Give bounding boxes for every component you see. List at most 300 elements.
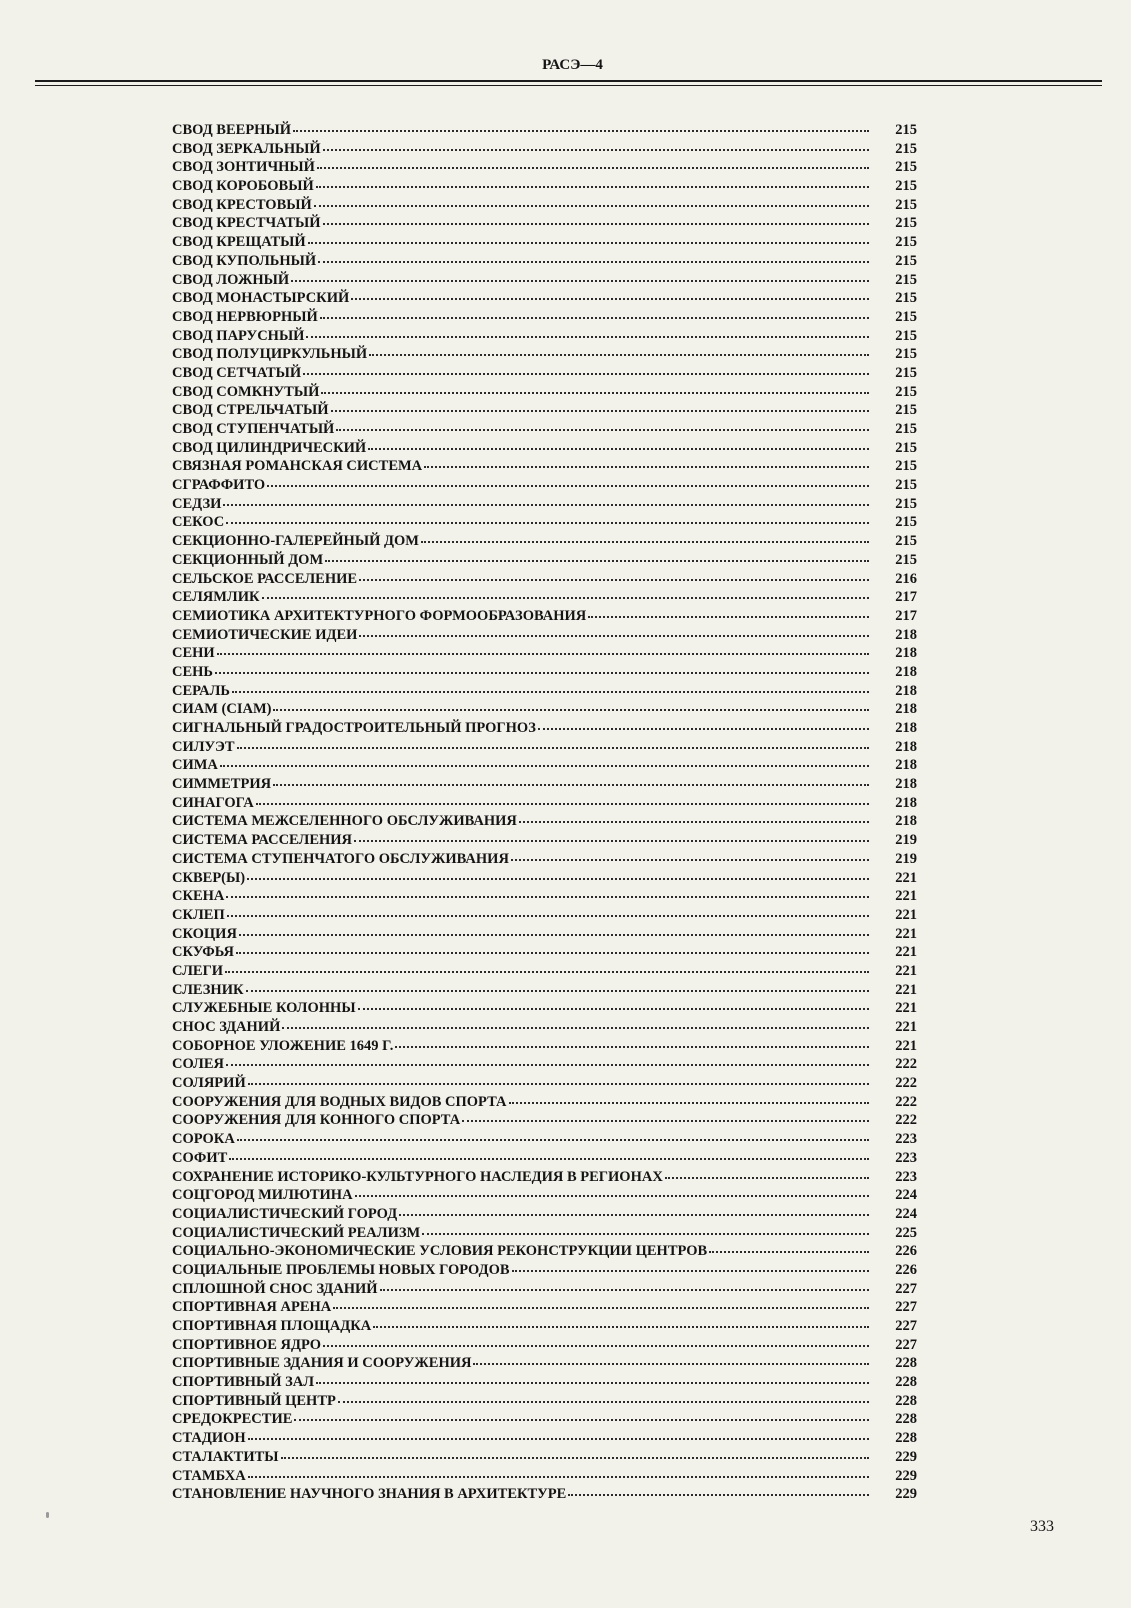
toc-page-number: 216 [895,570,917,587]
toc-page-number: 215 [895,308,917,325]
toc-term: СИСТЕМА РАССЕЛЕНИЯ [172,832,353,849]
toc-term: СИСТЕМА СТУПЕНЧАТОГО ОБСЛУЖИВАНИЯ [172,850,509,867]
toc-term: СВОД ЗОНТИЧНЫЙ [172,159,315,176]
toc-page-number: 221 [895,962,917,979]
toc-entry [172,1168,917,1187]
toc-term: СТАДИОН [172,1430,246,1447]
toc-term: СВЯЗНАЯ РОМАНСКАЯ СИСТЕМА [172,458,423,475]
dot-leader [665,1177,869,1179]
toc-page-number: 221 [895,944,917,961]
toc-term: СВОД ЗЕРКАЛЬНЫЙ [172,140,321,157]
dot-leader [306,336,869,338]
page-number: 333 [1030,1518,1054,1535]
toc-page-number: 218 [895,738,917,755]
toc-term: СПОРТИВНАЯ ПЛОЩАДКА [172,1318,372,1334]
toc-term: СОХРАНЕНИЕ ИСТОРИКО-КУЛЬТУРНОГО НАСЛЕДИЯ В РЕГИОНАХ [172,1168,663,1185]
toc-entry [172,1485,917,1504]
toc-term: СОБОРНОЕ УЛОЖЕНИЕ 1649 Г. [172,1037,394,1054]
toc-page-number: 222 [895,1093,917,1110]
toc-entry [172,738,917,757]
toc-entry [172,850,917,869]
toc-entry [172,1093,917,1112]
dot-leader [421,541,869,543]
toc-term: СЕКЦИОННО-ГАЛЕРЕЙНЫЙ ДОМ [172,533,419,550]
dot-leader [473,1363,869,1365]
toc-page-number: 224 [895,1187,917,1204]
toc-page-number: 215 [895,159,917,176]
toc-entry [172,1224,917,1243]
dot-leader [220,765,869,767]
toc-entry [172,476,917,495]
dot-leader [308,242,869,244]
dot-leader [336,429,869,431]
toc-term: СПОРТИВНЫЙ ЗАЛ [172,1374,315,1391]
toc-page-number: 215 [895,458,917,475]
toc-term: СВОД КРЕСТОВЫЙ [172,196,312,213]
toc-term: СПОРТИВНЫЙ ЦЕНТР [172,1392,336,1409]
toc-page-number: 218 [895,720,917,736]
toc-term: СТАМБХА [172,1467,246,1484]
toc-page-number: 218 [895,663,917,680]
toc-term: СИММЕТРИЯ [172,776,272,793]
toc-term: СПОРТИВНОЕ ЯДРО [172,1336,322,1353]
toc-page-number: 221 [895,869,917,886]
dot-leader [273,784,869,786]
dot-leader [359,579,869,581]
toc-page-number: 221 [895,1000,917,1017]
toc-term: СОЛЕЯ [172,1056,224,1073]
toc-entry [172,1037,917,1056]
toc-term: СИЛУЭТ [172,738,235,755]
toc-page-number: 221 [895,1019,917,1035]
toc-page-number: 218 [895,626,917,643]
toc-entry [172,196,917,215]
toc-page-number: 222 [895,1056,917,1073]
toc-term: СОФИТ [172,1149,228,1166]
dot-leader [333,1307,869,1309]
toc-term: СОЦГОРОД МИЛЮТИНА [172,1187,353,1204]
toc-entry [172,121,917,140]
toc-term: СВОД КОРОБОВЫЙ [172,178,314,195]
toc-entry [172,887,917,906]
toc-entry [172,1298,917,1317]
toc-page-number: 215 [895,477,917,494]
dot-leader [223,504,869,506]
toc-page-number: 226 [895,1243,917,1260]
toc-page-number: 215 [895,327,917,344]
toc-page-number: 215 [895,383,917,400]
dot-leader [380,1289,869,1291]
dot-leader [331,410,869,412]
toc-page-number: 215 [895,495,917,512]
toc-entry [172,682,917,701]
toc-term: СВОД ЛОЖНЫЙ [172,271,290,288]
toc-entry [172,981,917,1000]
toc-page-number: 215 [895,178,917,195]
dot-leader [226,896,869,898]
toc-page-number: 223 [895,1149,917,1166]
toc-entry [172,214,917,233]
dot-leader [338,1401,869,1403]
toc-term: СПОРТИВНЫЕ ЗДАНИЯ И СООРУЖЕНИЯ [172,1355,472,1372]
dot-leader [293,130,869,132]
toc-entry [172,1373,917,1392]
toc-entry [172,1448,917,1467]
toc-page-number: 228 [895,1411,917,1428]
toc-term: СКЛЕП [172,906,225,923]
toc-entry [172,1111,917,1130]
toc-term: СВОД КРЕСТЧАТЫЙ [172,215,321,232]
toc-entry [172,532,917,551]
toc-entry [172,570,917,589]
toc-page-number: 218 [895,794,917,811]
toc-term: СПОРТИВНАЯ АРЕНА [172,1299,332,1316]
toc-term: СЕКЦИОННЫЙ ДОМ [172,551,324,568]
toc-entry [172,1055,917,1074]
toc-term: СИМА [172,757,218,774]
toc-term: СЕРАЛЬ [172,682,231,699]
dot-leader [369,354,869,356]
toc-entry [172,925,917,944]
toc-term: СЕЛЬСКОЕ РАССЕЛЕНИЕ [172,570,358,587]
toc-term: СВОД КУПОЛЬНЫЙ [172,252,317,269]
toc-entry [172,1336,917,1355]
dot-leader [226,522,869,524]
dot-leader [325,560,869,562]
toc-page-number: 215 [895,551,917,568]
dot-leader [226,1064,869,1066]
dot-leader [237,747,869,749]
dot-leader [282,1027,869,1029]
toc-entry [172,158,917,177]
toc-page-number: 229 [895,1486,917,1503]
toc-page-number: 215 [895,533,917,550]
dot-leader [225,971,869,973]
toc-page-number: 227 [895,1280,917,1297]
toc-entry [172,233,917,252]
toc-page-number: 224 [895,1205,917,1222]
toc-term: СЛЕЗНИК [172,981,244,998]
toc-term: СВОД ВЕЕРНЫЙ [172,122,291,138]
dot-leader [256,803,869,805]
dot-leader [227,915,869,917]
toc-page-number: 227 [895,1318,917,1334]
toc-entry [172,271,917,290]
toc-page-number: 228 [895,1374,917,1391]
dot-leader [354,840,869,842]
toc-page-number: 222 [895,1112,917,1129]
dot-leader [568,1494,869,1496]
dot-leader [709,1251,869,1253]
header-rule-thick [35,80,1102,82]
toc-page-number: 215 [895,252,917,269]
toc-term: СООРУЖЕНИЯ ДЛЯ КОННОГО СПОРТА [172,1112,461,1129]
toc-page-number: 215 [895,234,917,251]
toc-entry [172,794,917,813]
toc-entry [172,1354,917,1373]
toc-page-number: 221 [895,925,917,942]
dot-leader [247,878,869,880]
toc-term: СКВЕР(Ы) [172,869,246,886]
toc-entry [172,1130,917,1149]
toc-term: СТАЛАКТИТЫ [172,1448,279,1465]
toc-term: СИНАГОГА [172,794,254,811]
dot-leader [355,1195,869,1197]
toc-entry [172,140,917,159]
toc-term: СКЕНА [172,888,225,905]
toc-term: СРЕДОКРЕСТИЕ [172,1411,293,1428]
toc-entry [172,289,917,308]
dot-leader [248,1476,869,1478]
toc-term: СЛЕГИ [172,962,224,979]
dot-leader [321,392,869,394]
toc-term: СОЦИАЛИСТИЧЕСКИЙ ГОРОД [172,1205,398,1222]
toc-page-number: 229 [895,1448,917,1465]
toc-page-number: 217 [895,589,917,606]
dot-leader [512,1270,869,1272]
dot-leader [538,728,869,730]
dot-leader [239,934,869,936]
table-of-contents [172,121,917,1504]
toc-entry [172,364,917,383]
toc-entry [172,626,917,645]
toc-entry [172,607,917,626]
dot-leader [422,1233,869,1235]
toc-term: СПЛОШНОЙ СНОС ЗДАНИЙ [172,1280,378,1297]
toc-page-number: 221 [895,981,917,998]
toc-entry [172,551,917,570]
dot-leader [462,1120,869,1122]
toc-term: СОЦИАЛЬНЫЕ ПРОБЛЕМЫ НОВЫХ ГОРОДОВ [172,1261,510,1278]
toc-page-number: 223 [895,1168,917,1185]
toc-entry [172,513,917,532]
dot-leader [351,298,869,300]
toc-term: СЛУЖЕБНЫЕ КОЛОННЫ [172,1000,356,1017]
toc-term: СЕДЗИ [172,495,222,512]
toc-entry [172,719,917,738]
toc-entry [172,495,917,514]
toc-page-number: 223 [895,1131,917,1148]
dot-leader [323,149,869,151]
toc-entry [172,401,917,420]
dot-leader [294,1419,869,1421]
toc-page-number: 217 [895,607,917,624]
running-header: РАСЭ—4 [542,57,603,73]
toc-entry [172,663,917,682]
toc-entry [172,1429,917,1448]
toc-term: СИАМ (CIAM) [172,701,272,718]
dot-leader [273,709,869,711]
dot-leader [236,952,869,954]
dot-leader [317,167,869,169]
toc-entry [172,383,917,402]
toc-page-number: 218 [895,645,917,662]
toc-term: СООРУЖЕНИЯ ДЛЯ ВОДНЫХ ВИДОВ СПОРТА [172,1093,507,1110]
toc-term: СИСТЕМА МЕЖСЕЛЕННОГО ОБСЛУЖИВАНИЯ [172,813,517,830]
dot-leader [511,859,869,861]
toc-entry [172,962,917,981]
toc-page-number: 221 [895,888,917,905]
toc-term: СЕКОС [172,514,225,531]
dot-leader [509,1102,869,1104]
toc-term: СГРАФФИТО [172,477,266,494]
toc-term: СВОД НЕРВЮРНЫЙ [172,308,318,325]
toc-page-number: 226 [895,1261,917,1278]
toc-term: СКОЦИЯ [172,925,237,942]
toc-page-number: 218 [895,701,917,718]
toc-entry [172,327,917,346]
dot-leader [314,205,869,207]
dot-leader [281,1457,869,1459]
dot-leader [267,485,869,487]
toc-term: СВОД ЦИЛИНДРИЧЕСКИЙ [172,439,367,456]
toc-term: СВОД МОНАСТЫРСКИЙ [172,290,350,307]
toc-entry [172,1261,917,1280]
dot-leader [395,1046,869,1048]
toc-term: СОЛЯРИЙ [172,1075,246,1092]
dot-leader [316,1382,869,1384]
toc-term: СЕМИОТИЧЕСКИЕ ИДЕИ [172,626,358,643]
toc-page-number: 215 [895,346,917,363]
toc-entry [172,588,917,607]
toc-term: СТАНОВЛЕНИЕ НАУЧНОГО ЗНАНИЯ В АРХИТЕКТУРЕ [172,1486,567,1503]
toc-page-number: 227 [895,1299,917,1316]
toc-entry [172,999,917,1018]
toc-page-number: 228 [895,1392,917,1409]
toc-term: СЕНЬ [172,663,214,680]
toc-page-number: 228 [895,1430,917,1447]
toc-term: СОЦИАЛИСТИЧЕСКИЙ РЕАЛИЗМ [172,1224,421,1241]
dot-leader [229,1158,869,1160]
toc-page-number: 215 [895,140,917,157]
toc-page-number: 215 [895,364,917,381]
toc-page-number: 219 [895,832,917,849]
toc-page-number: 215 [895,196,917,213]
toc-page-number: 222 [895,1075,917,1092]
toc-entry [172,906,917,925]
dot-leader [323,223,869,225]
toc-page-number: 215 [895,290,917,307]
toc-term: СИГНАЛЬНЫЙ ГРАДОСТРОИТЕЛЬНЫЙ ПРОГНОЗ [172,720,536,736]
toc-entry [172,831,917,850]
toc-page-number: 218 [895,813,917,830]
toc-entry [172,420,917,439]
toc-entry [172,700,917,719]
toc-page-number: 215 [895,421,917,437]
dot-leader [368,448,869,450]
toc-entry [172,869,917,888]
toc-page-number: 215 [895,514,917,531]
dot-leader [323,1345,869,1347]
toc-page-number: 229 [895,1467,917,1484]
toc-entry [172,775,917,794]
toc-entry [172,177,917,196]
dot-leader [316,186,869,188]
toc-term: СВОД КРЕЩАТЫЙ [172,234,306,251]
dot-leader [588,616,869,618]
toc-entry [172,308,917,327]
dot-leader [320,317,869,319]
toc-entry [172,1242,917,1261]
dot-leader [318,261,869,263]
toc-entry [172,1467,917,1486]
toc-term: СЕНИ [172,645,215,662]
toc-page-number: 219 [895,850,917,867]
dot-leader [248,1438,869,1440]
toc-entry [172,439,917,458]
toc-term: СОРОКА [172,1131,235,1148]
toc-term: СНОС ЗДАНИЙ [172,1019,281,1035]
toc-entry [172,812,917,831]
toc-entry [172,1280,917,1299]
toc-entry [172,1317,917,1336]
toc-entry [172,1186,917,1205]
toc-term: СВОД СТРЕЛЬЧАТЫЙ [172,402,329,419]
toc-page-number: 215 [895,122,917,138]
dot-leader [232,691,869,693]
dot-leader [246,990,870,992]
toc-page-number: 215 [895,215,917,232]
dot-leader [373,1326,869,1328]
dot-leader [359,635,869,637]
toc-entry [172,644,917,663]
toc-entry [172,1074,917,1093]
toc-page-number: 225 [895,1224,917,1241]
dot-leader [215,672,869,674]
dot-leader [248,1083,869,1085]
toc-page-number: 215 [895,271,917,288]
toc-entry [172,457,917,476]
dot-leader [291,280,869,282]
dot-leader [303,373,869,375]
toc-term: СВОД СОМКНУТЫЙ [172,383,320,400]
toc-entry [172,345,917,364]
dot-leader [358,1008,869,1010]
header-rule-thin [35,85,1102,86]
toc-entry [172,1149,917,1168]
toc-page-number: 221 [895,906,917,923]
toc-page-number: 215 [895,402,917,419]
toc-page-number: 218 [895,682,917,699]
toc-entry [172,1018,917,1037]
toc-term: СВОД ПАРУСНЫЙ [172,327,305,344]
paper-speck [46,1512,49,1518]
toc-entry [172,756,917,775]
toc-term: СВОД СТУПЕНЧАТЫЙ [172,421,335,437]
toc-page-number: 218 [895,757,917,774]
toc-term: СЕЛЯМЛИК [172,589,260,606]
toc-page-number: 228 [895,1355,917,1372]
toc-term: СКУФЬЯ [172,944,235,961]
toc-term: СВОД ПОЛУЦИРКУЛЬНЫЙ [172,346,368,363]
toc-term: СОЦИАЛЬНО-ЭКОНОМИЧЕСКИЕ УСЛОВИЯ РЕКОНСТРУКЦИИ ЦЕНТРОВ [172,1243,708,1260]
toc-term: СЕМИОТИКА АРХИТЕКТУРНОГО ФОРМООБРАЗОВАНИЯ [172,607,587,624]
toc-term: СВОД СЕТЧАТЫЙ [172,364,302,381]
dot-leader [424,466,869,468]
toc-page-number: 227 [895,1336,917,1353]
toc-entry [172,1205,917,1224]
dot-leader [237,1139,869,1141]
toc-page-number: 218 [895,776,917,793]
toc-page-number: 221 [895,1037,917,1054]
dot-leader [262,597,869,599]
dot-leader [217,653,869,655]
toc-page-number: 215 [895,439,917,456]
dot-leader [519,821,869,823]
toc-entry [172,252,917,271]
toc-entry [172,1392,917,1411]
toc-entry [172,1410,917,1429]
